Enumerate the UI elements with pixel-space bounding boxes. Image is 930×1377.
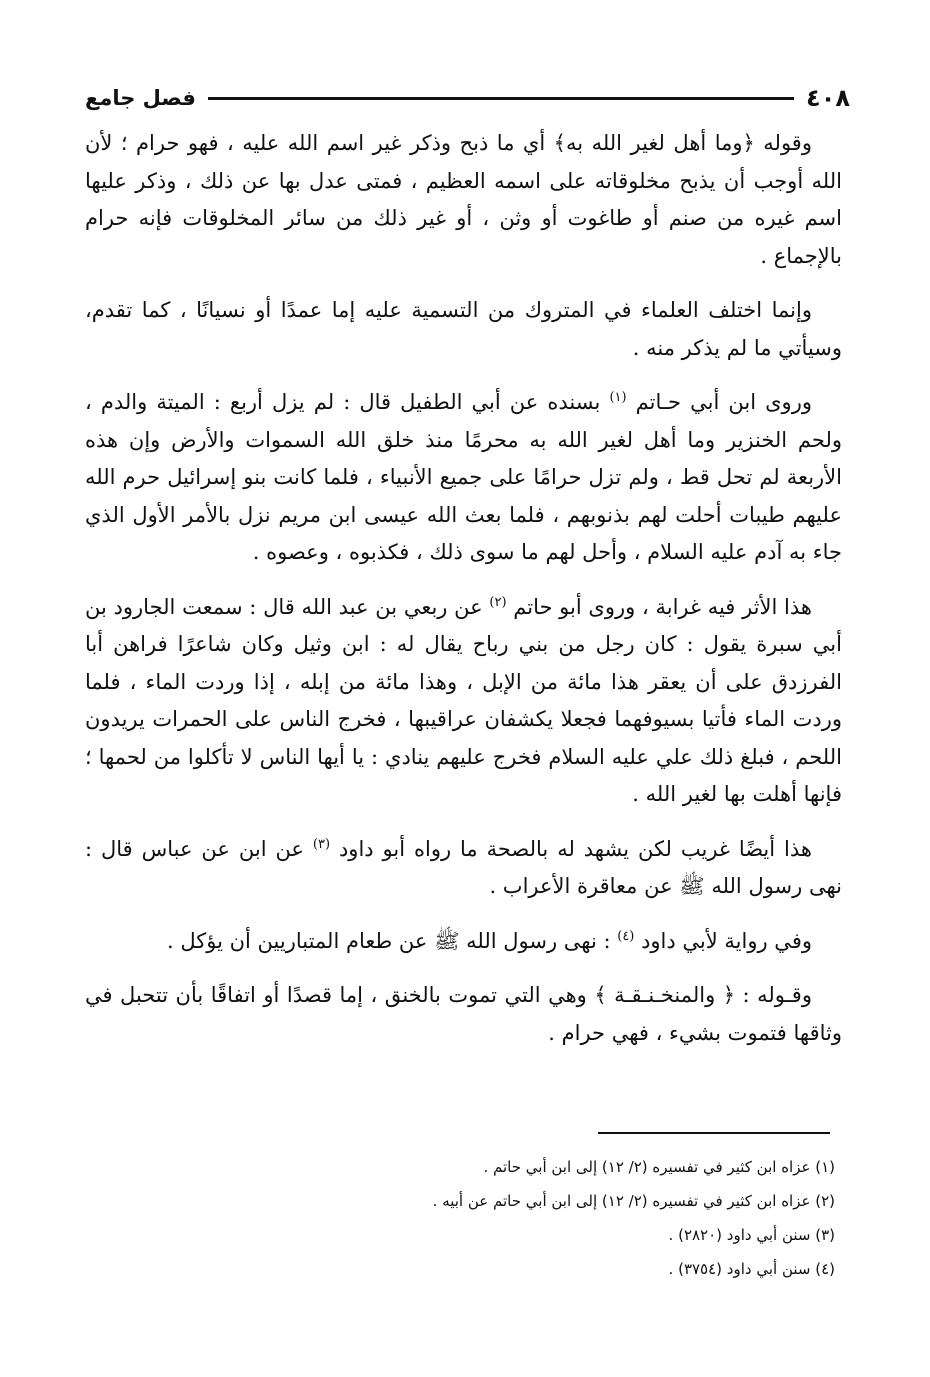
paragraph-5 [85, 831, 842, 906]
paragraph-4 [85, 589, 842, 814]
footnote-ref-1[interactable]: (١) [609, 390, 627, 405]
paragraph-3 [85, 384, 842, 572]
header-rule [208, 97, 794, 100]
paragraph-5-rest: عن ابن عن عباس قال : نهى رسول الله ﷺ عن معاقرة الأعراب . [85, 836, 842, 898]
chapter-title: فصل جامع [85, 86, 196, 110]
paragraph-4-rest: عن ربعي بن عبد الله قال : سمعت الجارود بن أبي سبرة يقول : كان رجل من بني رباح يقال له : ابن وثيل وكان شاعرًا فراهن أبا الفرزدق على أن يعقر هذا مائة من الإبل ، وهذا مائة من إبله ، إذا وردت الماء ، فلما وردت الماء فأتيا بسيوفهما فجعلا يكشفان عراقيبها ، فخرج الناس على الحمرات يريدون اللحم ، فبلغ ذلك علي عليه السلام فخرج عليهم ينادي : يا أيها الناس لا تأكلوا من لحمها ؛ فإنها أهلت بها لغير الله . [85, 594, 842, 806]
paragraph-2: وإنما اختلف العلماء في المتروك من التسمية عليه إما عمدًا أو نسيانًا ، كما تقدم، وسيأتي ما لم يذكر منه . [85, 298, 842, 360]
footnote-4: (٤) سنن أبي داود (٣٧٥٤) . [668, 1260, 835, 1278]
footnote-1: (١) عزاه ابن كثير في تفسيره (٢/ ١٢) إلى ابن أبي حاتم . [483, 1158, 835, 1176]
footnotes [85, 1150, 835, 1286]
footnote-ref-3[interactable]: (٣) [312, 836, 331, 852]
paragraph-1: وقوله ﴿وما أهل لغير الله به﴾ أي ما ذبح وذكر غير اسم الله عليه ، فهو حرام ؛ لأن الله أوجب أن يذبح مخلوقاته على اسمه العظيم ، فمتى عدل بها عن ذلك ، وذكر عليها اسم غيره من صنم أو طاغوت أو وثن ، أو غير ذلك من سائر المخلوقات فإنه حرام بالإجماع . [85, 131, 842, 268]
footnote-ref-4[interactable]: (٤) [617, 928, 635, 944]
paragraph-3-start: وروى ابن أبي حـاتم [635, 390, 812, 414]
footnote-2: (٢) عزاه ابن كثير في تفسيره (٢/ ١٢) إلى ابن أبي حاتم عن أبيه . [432, 1192, 835, 1210]
page-header [85, 78, 850, 118]
paragraph-6 [85, 923, 842, 961]
footnote-3: (٣) سنن أبي داود (٢٨٢٠) . [668, 1226, 835, 1244]
paragraph-6-rest: : نهى رسول الله ﷺ عن طعام المتباريين أن يؤكل . [166, 928, 611, 953]
footnote-separator [598, 1132, 830, 1134]
paragraph-5-start: هذا أيضًا غريب لكن يشهد له بالصحة ما رواه أبو داود [338, 836, 812, 861]
page-number: ٤٠٨ [806, 84, 850, 112]
footnote-ref-2[interactable]: (٢) [489, 594, 507, 610]
paragraph-7: وقـوله : ﴿ والمنخـنـقـة ﴾ وهي التي تموت بالخنق ، إما قصدًا أو اتفاقًا بأن تتحبل في وثاقها فتموت بشيء ، فهي حرام . [85, 983, 842, 1045]
paragraph-6-start: وفي رواية لأبي داود [641, 928, 812, 953]
paragraph-3-rest: بسنده عن أبي الطفيل قال : لم يزل أربع : الميتة والدم ، ولحم الخنزير وما أهل لغير الله به محرمًا منذ خلق الله السموات والأرض وإن هذه الأربعة لم تحل قط ، ولم تزل حرامًا على جميع الأنبياء ، فلما كانت بنو إسرائيل حرم الله عليهم طيبات أحلت لهم بذنوبهم ، فلما بعث الله عيسى ابن مريم نزل بالأمر الأول الذي جاء به آدم عليه السلام ، وأحل لهم ما سوى ذلك ، فكذبوه ، وعصوه . [85, 390, 842, 564]
body-text [85, 125, 842, 1069]
paragraph-4-start: هذا الأثر فيه غرابة ، وروى أبو حاتم [513, 594, 812, 619]
